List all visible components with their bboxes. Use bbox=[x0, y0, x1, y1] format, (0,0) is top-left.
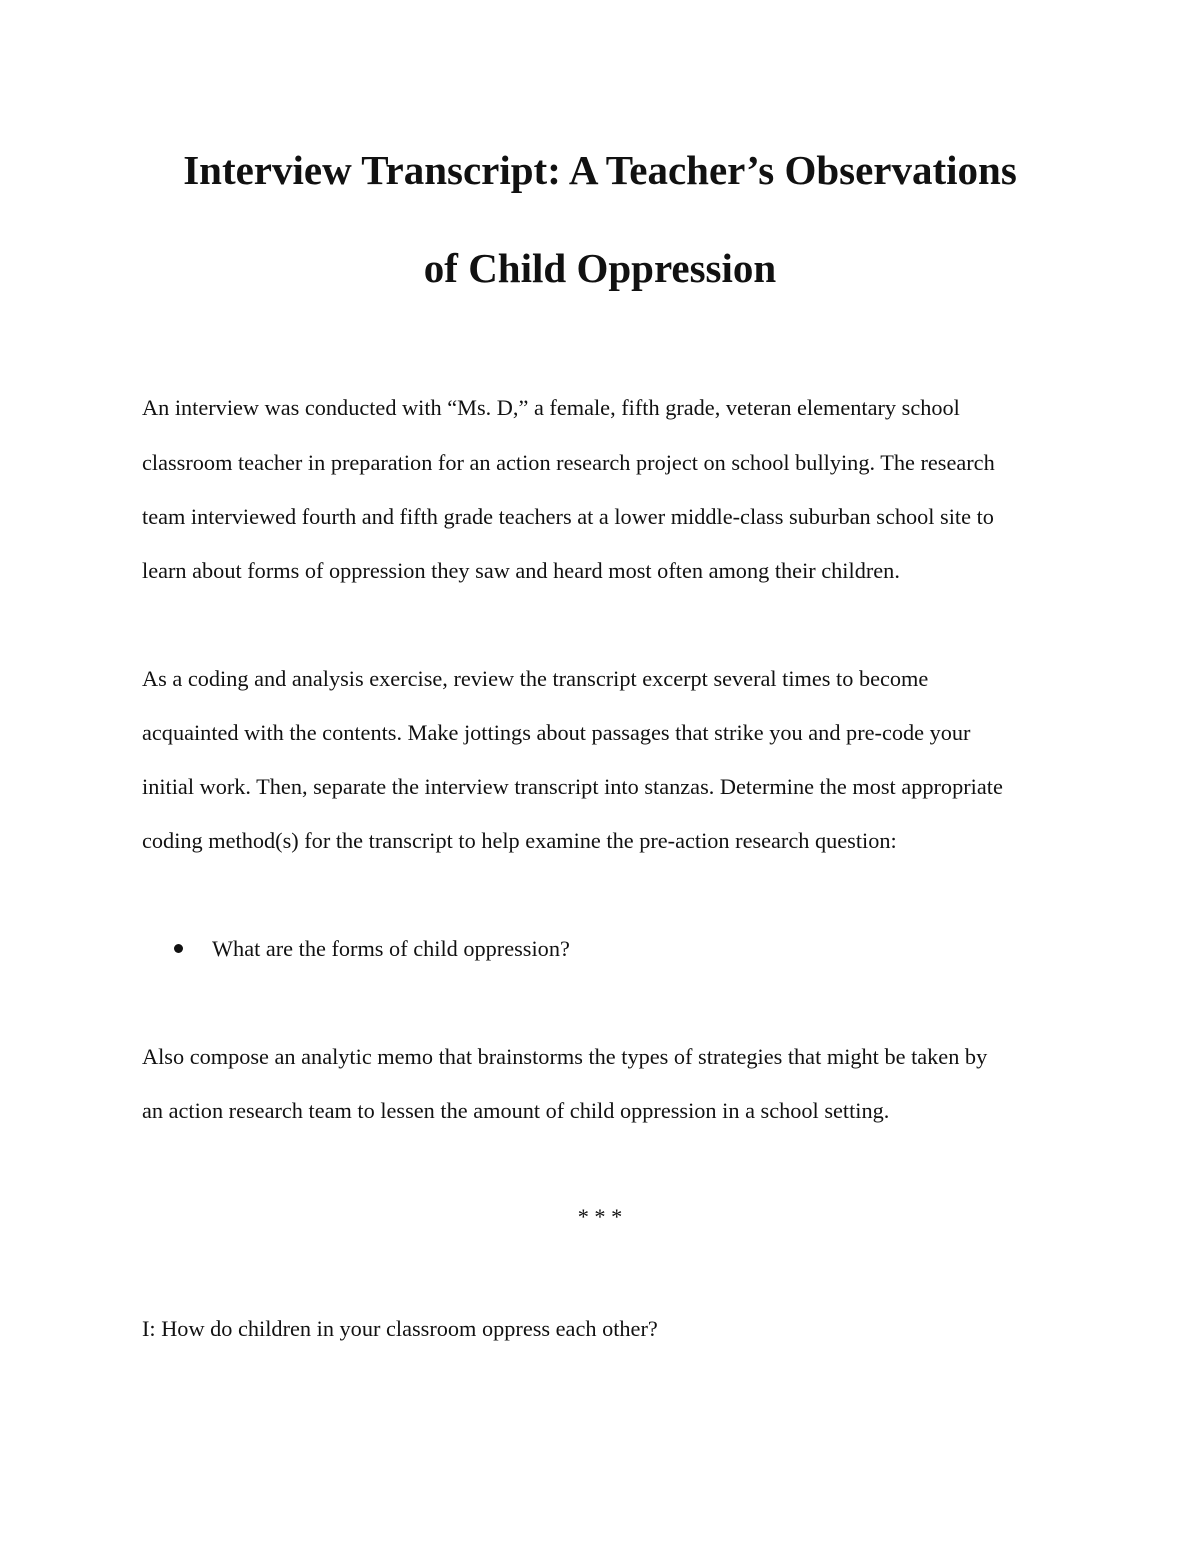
intro-paragraph-line: team interviewed fourth and fifth grade teachers at a lower middle-class suburban school site to bbox=[142, 504, 994, 529]
intro-paragraph-line: classroom teacher in preparation for an action research project on school bullying. The research bbox=[142, 450, 995, 475]
section-separator: * * * bbox=[577, 1204, 623, 1229]
intro-paragraph-line: An interview was conducted with “Ms. D,” a female, fifth grade, veteran elementary school bbox=[142, 395, 960, 420]
memo-paragraph-line: Also compose an analytic memo that brainstorms the types of strategies that might be taken by bbox=[142, 1044, 988, 1069]
bullet-icon bbox=[174, 944, 183, 953]
memo-paragraph-line: an action research team to lessen the amount of child oppression in a school setting. bbox=[142, 1098, 890, 1123]
intro-paragraph-line: learn about forms of oppression they saw and heard most often among their children. bbox=[142, 558, 900, 583]
exercise-paragraph-line: As a coding and analysis exercise, review the transcript excerpt several times to become bbox=[142, 666, 929, 691]
transcript-question-line: I: How do children in your classroom oppress each other? bbox=[142, 1316, 658, 1341]
exercise-paragraph-line: acquainted with the contents. Make jottings about passages that strike you and pre-code your bbox=[142, 720, 971, 745]
document-title-line-2: of Child Oppression bbox=[423, 245, 777, 291]
exercise-paragraph-line: coding method(s) for the transcript to help examine the pre-action research question: bbox=[142, 828, 897, 853]
research-question-item: What are the forms of child oppression? bbox=[212, 936, 570, 961]
exercise-paragraph-line: initial work. Then, separate the interview transcript into stanzas. Determine the most appropriate bbox=[142, 774, 1003, 799]
document-title-line-1: Interview Transcript: A Teacher’s Observations bbox=[183, 147, 1017, 193]
